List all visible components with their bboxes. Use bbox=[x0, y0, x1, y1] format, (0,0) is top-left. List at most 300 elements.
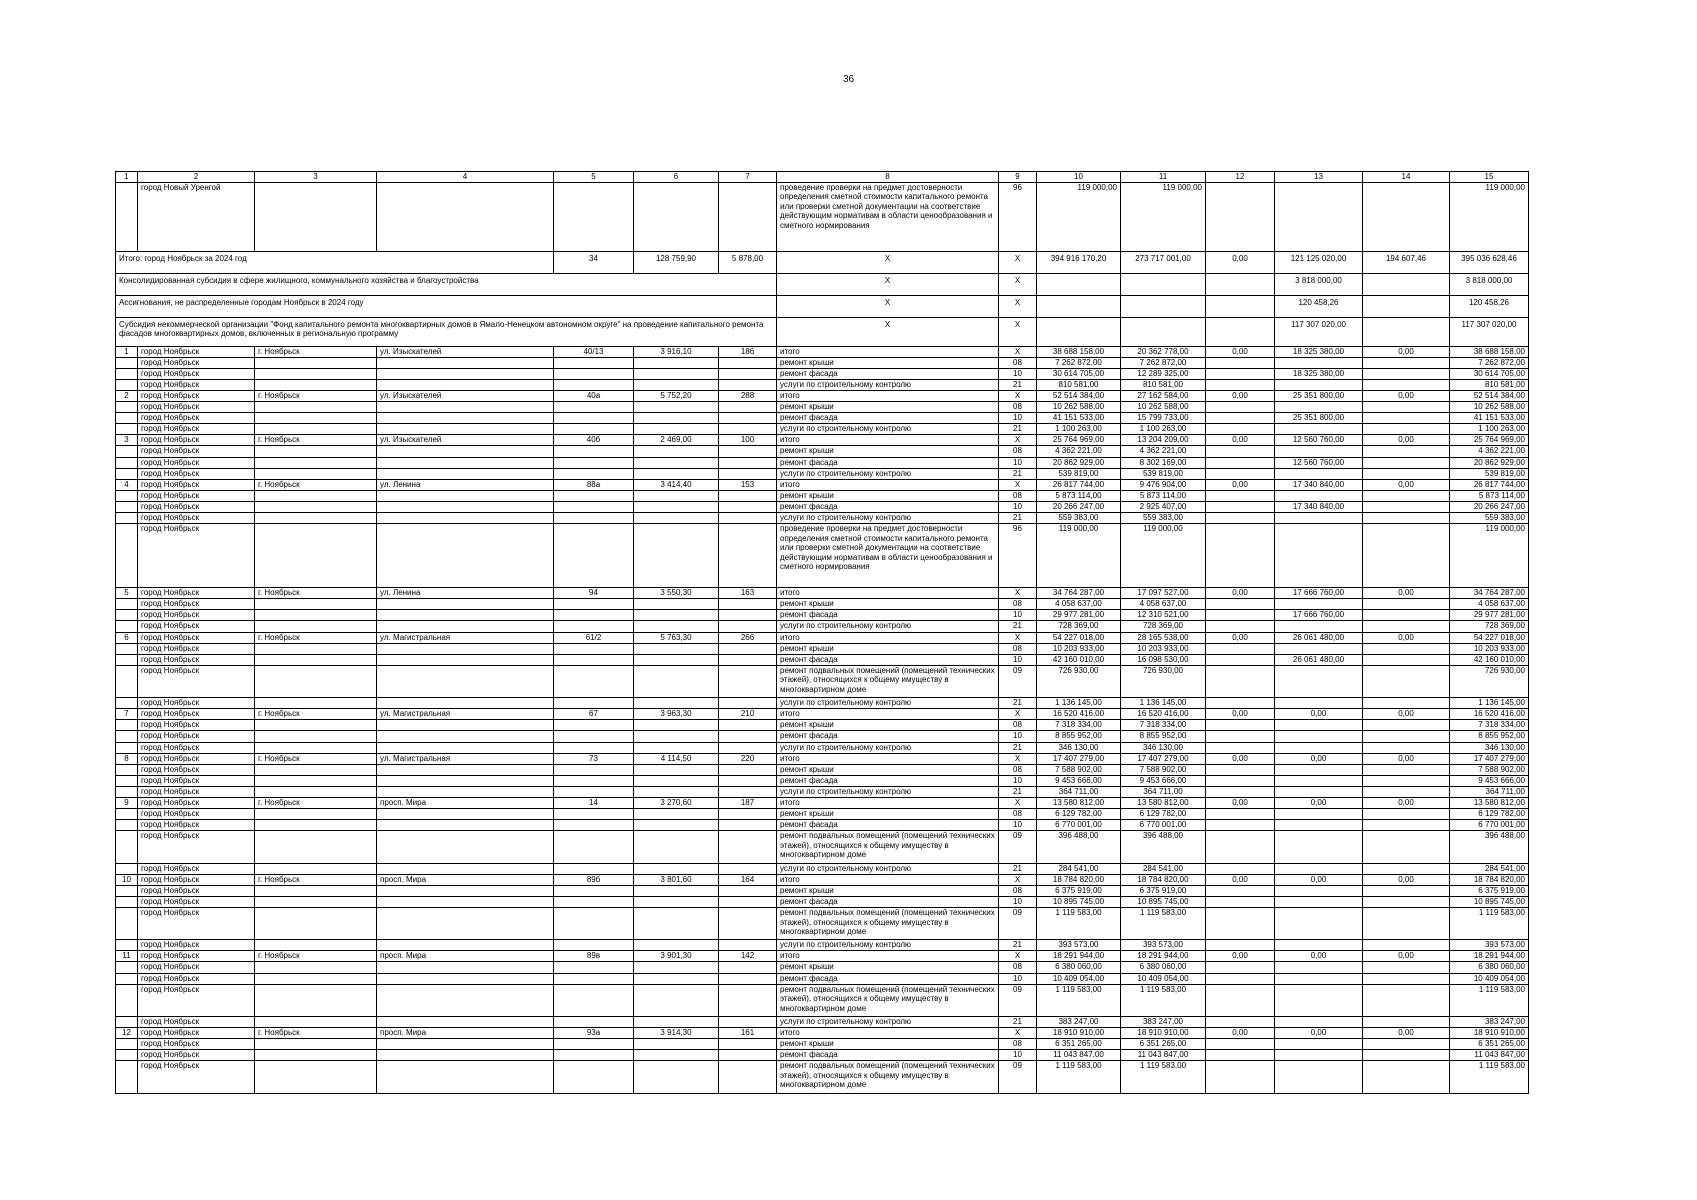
cell-col12: 0,00 bbox=[1206, 951, 1275, 962]
cell-final-cost: 52 514 384,00 bbox=[1450, 390, 1529, 401]
cell-city bbox=[255, 621, 377, 632]
cell-col14 bbox=[1363, 654, 1450, 665]
cell-num bbox=[116, 907, 138, 939]
column-number: 2 bbox=[138, 172, 255, 183]
cell-col12 bbox=[1206, 698, 1275, 709]
cell-work-type: итого bbox=[777, 709, 999, 720]
cell-area bbox=[634, 1039, 719, 1050]
cell-total-cost: 810 581,00 bbox=[1037, 379, 1121, 390]
cell-col14 bbox=[1363, 513, 1450, 524]
cell-street bbox=[377, 610, 554, 621]
cell-work-code: X bbox=[999, 295, 1037, 317]
cell-municipality: город Ноябрьск bbox=[138, 863, 255, 874]
cell-house bbox=[554, 490, 634, 501]
cell-street: ул. Ленина bbox=[377, 479, 554, 490]
cell-work-type: ремонт крыши bbox=[777, 643, 999, 654]
cell-municipality: город Ноябрьск bbox=[138, 885, 255, 896]
column-number: 4 bbox=[377, 172, 554, 183]
cell-municipality: город Ноябрьск bbox=[138, 962, 255, 973]
cell-col12 bbox=[1206, 413, 1275, 424]
cell-work-type: итого bbox=[777, 753, 999, 764]
cell-col14: 0,00 bbox=[1363, 753, 1450, 764]
cell-col13: 120 458,26 bbox=[1275, 295, 1363, 317]
cell-col12: 0,00 bbox=[1206, 588, 1275, 599]
cell-house: 14 bbox=[554, 797, 634, 808]
table-row bbox=[116, 709, 1529, 720]
cell-col13 bbox=[1275, 524, 1363, 588]
cell-area: 3 901,30 bbox=[634, 951, 719, 962]
cell-work-code: 08 bbox=[999, 809, 1037, 820]
cell-col13 bbox=[1275, 831, 1363, 863]
cell-work-code: 21 bbox=[999, 698, 1037, 709]
cell-residents bbox=[719, 357, 777, 368]
cell-col14 bbox=[1363, 1039, 1450, 1050]
cell-work-type: ремонт крыши bbox=[777, 809, 999, 820]
cell-col12 bbox=[1206, 907, 1275, 939]
cell-work-type: ремонт фасада bbox=[777, 654, 999, 665]
cell-house: 61/2 bbox=[554, 632, 634, 643]
cell-area bbox=[634, 1061, 719, 1093]
cell-col12: 0,00 bbox=[1206, 632, 1275, 643]
cell-col13: 25 351 800,00 bbox=[1275, 413, 1363, 424]
table-row bbox=[116, 468, 1529, 479]
cell-municipality: город Ноябрьск bbox=[138, 797, 255, 808]
cell-street: ул. Изыскателей bbox=[377, 346, 554, 357]
cell-municipality: город Ноябрьск bbox=[138, 764, 255, 775]
cell-street: ул. Магистральная bbox=[377, 632, 554, 643]
cell-col12 bbox=[1206, 1039, 1275, 1050]
cell-city: г. Ноябрьск bbox=[255, 588, 377, 599]
cell-num bbox=[116, 885, 138, 896]
cell-house: 40а bbox=[554, 390, 634, 401]
cell-col12 bbox=[1206, 643, 1275, 654]
cell-house bbox=[554, 621, 634, 632]
cell-fund-cost: 726 930,00 bbox=[1121, 665, 1206, 697]
cell-work-type: услуги по строительному контролю bbox=[777, 698, 999, 709]
cell-area bbox=[634, 720, 719, 731]
cell-col13 bbox=[1275, 973, 1363, 984]
cell-col14 bbox=[1363, 501, 1450, 512]
cell-work-code: 21 bbox=[999, 742, 1037, 753]
cell-municipality: город Ноябрьск bbox=[138, 1061, 255, 1093]
cell-residents: 100 bbox=[719, 435, 777, 446]
table-row bbox=[116, 1039, 1529, 1050]
cell-work-code: 09 bbox=[999, 907, 1037, 939]
cell-house bbox=[554, 820, 634, 831]
table-row bbox=[116, 698, 1529, 709]
cell-work-type: итого bbox=[777, 632, 999, 643]
cell-col12 bbox=[1206, 446, 1275, 457]
cell-area bbox=[634, 457, 719, 468]
cell-house bbox=[554, 698, 634, 709]
cell-work-type: ремонт крыши bbox=[777, 490, 999, 501]
cell-col14 bbox=[1363, 831, 1450, 863]
column-number: 5 bbox=[554, 172, 634, 183]
cell-work-type: ремонт подвальных помещений (помещений технических этажей), относящихся к общему имуществу в многоквартирном доме bbox=[777, 665, 999, 697]
cell-work-code: X bbox=[999, 874, 1037, 885]
cell-street bbox=[377, 446, 554, 457]
cell-total-cost: 119 000,00 bbox=[1037, 524, 1121, 588]
cell-work-code: X bbox=[999, 709, 1037, 720]
cell-residents bbox=[719, 1016, 777, 1027]
cell-residents bbox=[719, 786, 777, 797]
cell-work-type: ремонт подвальных помещений (помещений технических этажей), относящихся к общему имуществу в многоквартирном доме bbox=[777, 984, 999, 1016]
table-row bbox=[116, 775, 1529, 786]
column-number: 10 bbox=[1037, 172, 1121, 183]
cell-final-cost: 10 203 933,00 bbox=[1450, 643, 1529, 654]
cell-city bbox=[255, 379, 377, 390]
cell-col12 bbox=[1206, 357, 1275, 368]
cell-city bbox=[255, 446, 377, 457]
cell-area bbox=[634, 501, 719, 512]
cell-city bbox=[255, 731, 377, 742]
cell-col12: 0,00 bbox=[1206, 753, 1275, 764]
cell-work-code: 08 bbox=[999, 357, 1037, 368]
cell-col13 bbox=[1275, 513, 1363, 524]
cell-col13: 17 340 840,00 bbox=[1275, 479, 1363, 490]
cell-work-code: 08 bbox=[999, 402, 1037, 413]
cell-city bbox=[255, 984, 377, 1016]
table-row bbox=[116, 1050, 1529, 1061]
cell-num bbox=[116, 610, 138, 621]
cell-col13: 0,00 bbox=[1275, 753, 1363, 764]
cell-num bbox=[116, 984, 138, 1016]
cell-final-cost: 6 380 060,00 bbox=[1450, 962, 1529, 973]
cell-city: г. Ноябрьск bbox=[255, 479, 377, 490]
capital-repair-table-wrapper bbox=[115, 171, 1525, 1094]
cell-col12 bbox=[1206, 973, 1275, 984]
cell-city bbox=[255, 1016, 377, 1027]
cell-col14 bbox=[1363, 885, 1450, 896]
cell-city bbox=[255, 940, 377, 951]
cell-street bbox=[377, 896, 554, 907]
cell-house: 89б bbox=[554, 874, 634, 885]
cell-col14: 0,00 bbox=[1363, 797, 1450, 808]
cell-col14 bbox=[1363, 809, 1450, 820]
summary-row bbox=[116, 295, 1529, 317]
cell-municipality: город Ноябрьск bbox=[138, 1028, 255, 1039]
cell-work-type: ремонт крыши bbox=[777, 357, 999, 368]
cell-num bbox=[116, 731, 138, 742]
cell-num bbox=[116, 368, 138, 379]
cell-city bbox=[255, 513, 377, 524]
table-row bbox=[116, 940, 1529, 951]
cell-residents bbox=[719, 973, 777, 984]
cell-total-cost: 1 119 583,00 bbox=[1037, 1061, 1121, 1093]
cell-municipality: город Ноябрьск bbox=[138, 753, 255, 764]
cell-street bbox=[377, 599, 554, 610]
cell-col13 bbox=[1275, 446, 1363, 457]
table-row bbox=[116, 984, 1529, 1016]
cell-work-code: 21 bbox=[999, 621, 1037, 632]
cell-residents bbox=[719, 940, 777, 951]
capital-repair-table bbox=[115, 171, 1529, 1094]
cell-residents bbox=[719, 863, 777, 874]
cell-house bbox=[554, 984, 634, 1016]
cell-total-cost: 13 580 812,00 bbox=[1037, 797, 1121, 808]
cell-total-cost: 393 573,00 bbox=[1037, 940, 1121, 951]
cell-area bbox=[634, 1050, 719, 1061]
cell-num bbox=[116, 775, 138, 786]
cell-house bbox=[554, 1039, 634, 1050]
cell-work-type: услуги по строительному контролю bbox=[777, 468, 999, 479]
cell-col14 bbox=[1363, 742, 1450, 753]
column-number: 1 bbox=[116, 172, 138, 183]
cell-col14 bbox=[1363, 720, 1450, 731]
cell-num bbox=[116, 940, 138, 951]
cell-street bbox=[377, 402, 554, 413]
cell-num bbox=[116, 599, 138, 610]
table-row bbox=[116, 720, 1529, 731]
cell-work-type: услуги по строительному контролю bbox=[777, 1016, 999, 1027]
cell-fund-cost: 539 819,00 bbox=[1121, 468, 1206, 479]
cell-residents bbox=[719, 610, 777, 621]
cell-municipality: город Ноябрьск bbox=[138, 368, 255, 379]
cell-street bbox=[377, 940, 554, 951]
cell-fund-cost: 16 098 530,00 bbox=[1121, 654, 1206, 665]
cell-work-type: ремонт фасада bbox=[777, 973, 999, 984]
cell-house bbox=[554, 468, 634, 479]
cell-work-type: проведение проверки на предмет достоверности определения сметной стоимости капитального ремонта или проверки сметной документации на соответствие действующим нормативам в области ценообразования и сметного нормирования bbox=[777, 524, 999, 588]
cell-col13 bbox=[1275, 863, 1363, 874]
cell-col12 bbox=[1206, 809, 1275, 820]
cell-municipality: город Ноябрьск bbox=[138, 524, 255, 588]
cell-municipality: город Ноябрьск bbox=[138, 390, 255, 401]
cell-city bbox=[255, 775, 377, 786]
cell-work-code: X bbox=[999, 588, 1037, 599]
cell-city bbox=[255, 896, 377, 907]
cell-city bbox=[255, 863, 377, 874]
cell-col13 bbox=[1275, 490, 1363, 501]
cell-residents bbox=[719, 1050, 777, 1061]
cell-col14: 0,00 bbox=[1363, 874, 1450, 885]
cell-municipality: город Ноябрьск bbox=[138, 973, 255, 984]
cell-col12: 0,00 bbox=[1206, 709, 1275, 720]
summary-label: Субсидия некоммерческой организации "Фонд капитального ремонта многоквартирных домов в Ямало-Ненецком автономном округе" на проведение капитального ремонта фасадов многоквартирных домов, включенных в региональную программу bbox=[116, 317, 777, 346]
cell-street bbox=[377, 621, 554, 632]
table-row bbox=[116, 831, 1529, 863]
cell-col13: 18 325 380,00 bbox=[1275, 368, 1363, 379]
cell-col14: 0,00 bbox=[1363, 709, 1450, 720]
cell-col14 bbox=[1363, 820, 1450, 831]
table-row bbox=[116, 610, 1529, 621]
cell-col12 bbox=[1206, 424, 1275, 435]
cell-street: ул. Ленина bbox=[377, 588, 554, 599]
table-row bbox=[116, 490, 1529, 501]
cell-work-code: 10 bbox=[999, 368, 1037, 379]
cell-fund-cost: 15 799 733,00 bbox=[1121, 413, 1206, 424]
cell-city bbox=[255, 809, 377, 820]
cell-work-code: 09 bbox=[999, 665, 1037, 697]
cell-final-cost: 728 369,00 bbox=[1450, 621, 1529, 632]
cell-fund-cost: 7 588 902,00 bbox=[1121, 764, 1206, 775]
cell-col13: 17 666 760,00 bbox=[1275, 610, 1363, 621]
cell-col12 bbox=[1206, 457, 1275, 468]
cell-house: 40б bbox=[554, 435, 634, 446]
table-row bbox=[116, 665, 1529, 697]
cell-fund-cost: 364 711,00 bbox=[1121, 786, 1206, 797]
cell-col13: 0,00 bbox=[1275, 951, 1363, 962]
cell-total-cost: 1 119 583,00 bbox=[1037, 907, 1121, 939]
cell-work-code: 08 bbox=[999, 599, 1037, 610]
cell-area: 3 916,10 bbox=[634, 346, 719, 357]
cell-municipality: город Ноябрьск bbox=[138, 820, 255, 831]
cell-total-cost: 4 362 221,00 bbox=[1037, 446, 1121, 457]
cell-col14 bbox=[1363, 402, 1450, 413]
table-body bbox=[116, 172, 1529, 1094]
cell-house bbox=[554, 831, 634, 863]
cell-col13 bbox=[1275, 720, 1363, 731]
cell-col14 bbox=[1363, 764, 1450, 775]
cell-fund-cost: 4 058 637,00 bbox=[1121, 599, 1206, 610]
cell-fund-cost: 119 000,00 bbox=[1121, 182, 1206, 251]
cell-work-code: 10 bbox=[999, 896, 1037, 907]
cell-total-cost: 25 764 969,00 bbox=[1037, 435, 1121, 446]
cell-final-cost: 41 151 533,00 bbox=[1450, 413, 1529, 424]
cell-work-type: услуги по строительному контролю bbox=[777, 863, 999, 874]
table-row bbox=[116, 457, 1529, 468]
cell-street bbox=[377, 786, 554, 797]
cell-total-cost: 11 043 847,00 bbox=[1037, 1050, 1121, 1061]
cell-final-cost: 30 614 705,00 bbox=[1450, 368, 1529, 379]
cell-work-type: ремонт крыши bbox=[777, 885, 999, 896]
cell-work-code: X bbox=[999, 390, 1037, 401]
table-row bbox=[116, 390, 1529, 401]
cell-total-cost: 10 262 588,00 bbox=[1037, 402, 1121, 413]
cell-municipality: город Ноябрьск bbox=[138, 599, 255, 610]
cell-municipality: город Ноябрьск bbox=[138, 1050, 255, 1061]
table-row bbox=[116, 413, 1529, 424]
cell-final-cost: 6 129 782,00 bbox=[1450, 809, 1529, 820]
cell-city bbox=[255, 457, 377, 468]
cell-work-code: 10 bbox=[999, 501, 1037, 512]
cell-total-cost: 30 614 705,00 bbox=[1037, 368, 1121, 379]
cell-work-code: 96 bbox=[999, 524, 1037, 588]
cell-col13 bbox=[1275, 984, 1363, 1016]
cell-house bbox=[554, 357, 634, 368]
cell-street: просп. Мира bbox=[377, 1028, 554, 1039]
cell-city bbox=[255, 610, 377, 621]
cell-col14 bbox=[1363, 940, 1450, 951]
cell-street: ул. Магистральная bbox=[377, 709, 554, 720]
cell-col12: 0,00 bbox=[1206, 874, 1275, 885]
cell-num bbox=[116, 457, 138, 468]
cell-total-cost: 20 266 247,00 bbox=[1037, 501, 1121, 512]
cell-work-code: 10 bbox=[999, 1050, 1037, 1061]
cell-col13 bbox=[1275, 379, 1363, 390]
cell-total-cost: 1 100 263,00 bbox=[1037, 424, 1121, 435]
cell-work-type: ремонт фасада bbox=[777, 610, 999, 621]
cell-col12: 0,00 bbox=[1206, 479, 1275, 490]
cell-city bbox=[255, 698, 377, 709]
cell-col14: 0,00 bbox=[1363, 632, 1450, 643]
cell-residents bbox=[719, 457, 777, 468]
cell-work-type: итого bbox=[777, 1028, 999, 1039]
cell-final-cost: 38 688 158,00 bbox=[1450, 346, 1529, 357]
cell-city bbox=[255, 524, 377, 588]
cell-house bbox=[554, 413, 634, 424]
cell-work-type: ремонт подвальных помещений (помещений технических этажей), относящихся к общему имуществу в многоквартирном доме bbox=[777, 907, 999, 939]
cell-col12 bbox=[1206, 1016, 1275, 1027]
cell-final-cost: 6 770 001,00 bbox=[1450, 820, 1529, 831]
cell-col14: 0,00 bbox=[1363, 390, 1450, 401]
cell-house bbox=[554, 424, 634, 435]
cell-col13 bbox=[1275, 764, 1363, 775]
cell-municipality: город Ноябрьск bbox=[138, 940, 255, 951]
cell-city bbox=[255, 413, 377, 424]
cell-col13 bbox=[1275, 665, 1363, 697]
cell-num bbox=[116, 820, 138, 831]
cell-col13 bbox=[1275, 468, 1363, 479]
cell-house bbox=[554, 896, 634, 907]
cell-final-cost: 1 119 583,00 bbox=[1450, 907, 1529, 939]
cell-col14 bbox=[1363, 1016, 1450, 1027]
cell-street bbox=[377, 501, 554, 512]
cell-city bbox=[255, 820, 377, 831]
cell-work-type: X bbox=[777, 273, 999, 295]
cell-total-cost: 7 318 334,00 bbox=[1037, 720, 1121, 731]
cell-city: г. Ноябрьск bbox=[255, 435, 377, 446]
cell-final-cost: 4 058 637,00 bbox=[1450, 599, 1529, 610]
cell-house bbox=[554, 885, 634, 896]
cell-total-cost: 6 770 001,00 bbox=[1037, 820, 1121, 831]
cell-fund-cost: 4 362 221,00 bbox=[1121, 446, 1206, 457]
cell-municipality: город Ноябрьск bbox=[138, 951, 255, 962]
cell-municipality: город Новый Уренгой bbox=[138, 182, 255, 251]
cell-fund-cost: 346 130,00 bbox=[1121, 742, 1206, 753]
cell-street bbox=[377, 973, 554, 984]
cell-residents bbox=[719, 654, 777, 665]
cell-work-code: 10 bbox=[999, 820, 1037, 831]
cell-city bbox=[255, 402, 377, 413]
cell-area bbox=[634, 402, 719, 413]
cell-area: 3 963,30 bbox=[634, 709, 719, 720]
cell-col14 bbox=[1363, 665, 1450, 697]
cell-residents: 5 878,00 bbox=[719, 251, 777, 273]
cell-work-code: 10 bbox=[999, 457, 1037, 468]
cell-col14 bbox=[1363, 413, 1450, 424]
cell-num bbox=[116, 424, 138, 435]
cell-col14 bbox=[1363, 424, 1450, 435]
cell-col14 bbox=[1363, 731, 1450, 742]
cell-col14: 0,00 bbox=[1363, 435, 1450, 446]
cell-house bbox=[554, 907, 634, 939]
cell-house bbox=[554, 764, 634, 775]
cell-final-cost: 393 573,00 bbox=[1450, 940, 1529, 951]
cell-final-cost: 117 307 020,00 bbox=[1450, 317, 1529, 346]
cell-final-cost: 364 711,00 bbox=[1450, 786, 1529, 797]
cell-street: просп. Мира bbox=[377, 951, 554, 962]
cell-work-type: ремонт крыши bbox=[777, 1039, 999, 1050]
table-row bbox=[116, 786, 1529, 797]
column-number: 15 bbox=[1450, 172, 1529, 183]
cell-residents: 163 bbox=[719, 588, 777, 599]
cell-final-cost: 10 262 588,00 bbox=[1450, 402, 1529, 413]
cell-work-type: ремонт фасада bbox=[777, 501, 999, 512]
cell-total-cost: 42 160 010,00 bbox=[1037, 654, 1121, 665]
cell-work-code: 08 bbox=[999, 962, 1037, 973]
cell-fund-cost: 396 488,00 bbox=[1121, 831, 1206, 863]
cell-fund-cost: 12 310 521,00 bbox=[1121, 610, 1206, 621]
cell-fund-cost: 1 136 145,00 bbox=[1121, 698, 1206, 709]
cell-city bbox=[255, 885, 377, 896]
cell-fund-cost: 10 262 588,00 bbox=[1121, 402, 1206, 413]
cell-work-type: ремонт фасада bbox=[777, 413, 999, 424]
cell-total-cost: 396 488,00 bbox=[1037, 831, 1121, 863]
cell-fund-cost: 13 204 209,00 bbox=[1121, 435, 1206, 446]
cell-residents bbox=[719, 413, 777, 424]
cell-total-cost: 18 291 944,00 bbox=[1037, 951, 1121, 962]
